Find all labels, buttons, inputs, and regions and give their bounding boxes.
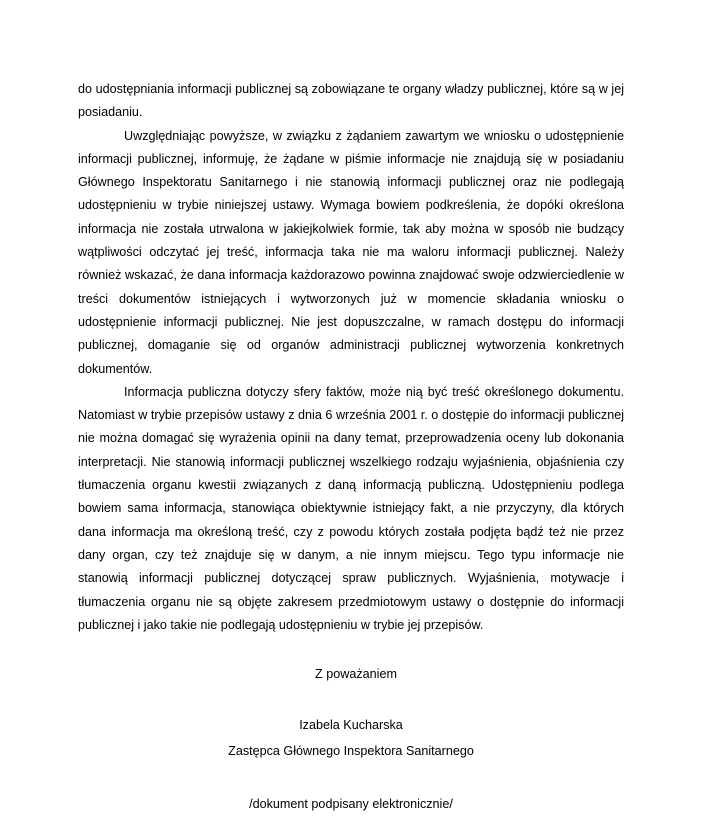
document-body <box>78 78 624 816</box>
paragraph-considering: Uwzględniając powyższe, w związku z żądaniem zawartym we wniosku o udostępnienie informacji publicznej, informuję, że żądane w piśmie informacje nie znajdują się w posiadaniu Głównego Inspektoratu Sanitarnego i nie stanowią informacji publicznej oraz nie podlegają udostępnieniu w trybie niniejszej ustawy. Wymaga bowiem podkreślenia, że dopóki określona informacja nie została utrwalona w jakiejkolwiek formie, tak aby można w sposób nie budzący wątpliwości odczytać jej treść, informacja taka nie ma waloru informacji publicznej. Należy również wskazać, że dana informacja każdorazowo powinna znajdować swoje odzwierciedlenie w treści dokumentów istniejących i wytworzonych już w momencie składania wniosku o udostępnienie informacji publicznej. Nie jest dopuszczalne, w ramach dostępu do informacji publicznej, domaganie się od organów administracji publicznej wytworzenia konkretnych dokumentów. <box>78 128 624 376</box>
signature-electronic-note: /dokument podpisany elektronicznie/ <box>249 797 453 812</box>
signature-name: Izabela Kucharska <box>299 718 403 733</box>
paragraph-public-information: Informacja publiczna dotyczy sfery faktów, może nią być treść określonego dokumentu. Natomiast w trybie przepisów ustawy z dnia 6 września 2001 r. o dostępie do informacji publicznej nie można domagać się wyrażenia opinii na dany temat, przeprowadzenia oceny lub dokonania interpretacji. Nie stanowią informacji publicznej wszelkiego rodzaju wyjaśnienia, objaśnienia czy tłumaczenia organu kwestii związanych z daną informacją publiczną. Udostępnieniu podlega bowiem sama informacja, stanowiąca obiektywnie istniejący fakt, a nie przyczyny, dla których dana informacja ma określoną treść, czy z powodu których została podjęta bądź też nie przez dany organ, czy też znajduje się w danym, a nie innym miejscu. Tego typu informacje nie stanowią informacji publicznej dotyczącej spraw publicznych. Wyjaśnienia, motywacje i tłumaczenia organu nie są objęte zakresem przedmiotowym ustawy o dostępnie do informacji publicznej i jako takie nie podlegają udostępnieniu w trybie jej przepisów. <box>78 384 624 632</box>
paragraph-continuation: do udostępniania informacji publicznej są zobowiązane te organy władzy publicznej, które są w jej posiadaniu. <box>78 82 624 120</box>
signature-block <box>78 663 624 816</box>
signature-regards: Z poważaniem <box>315 667 397 682</box>
signature-title: Zastępca Głównego Inspektora Sanitarnego <box>228 743 474 758</box>
